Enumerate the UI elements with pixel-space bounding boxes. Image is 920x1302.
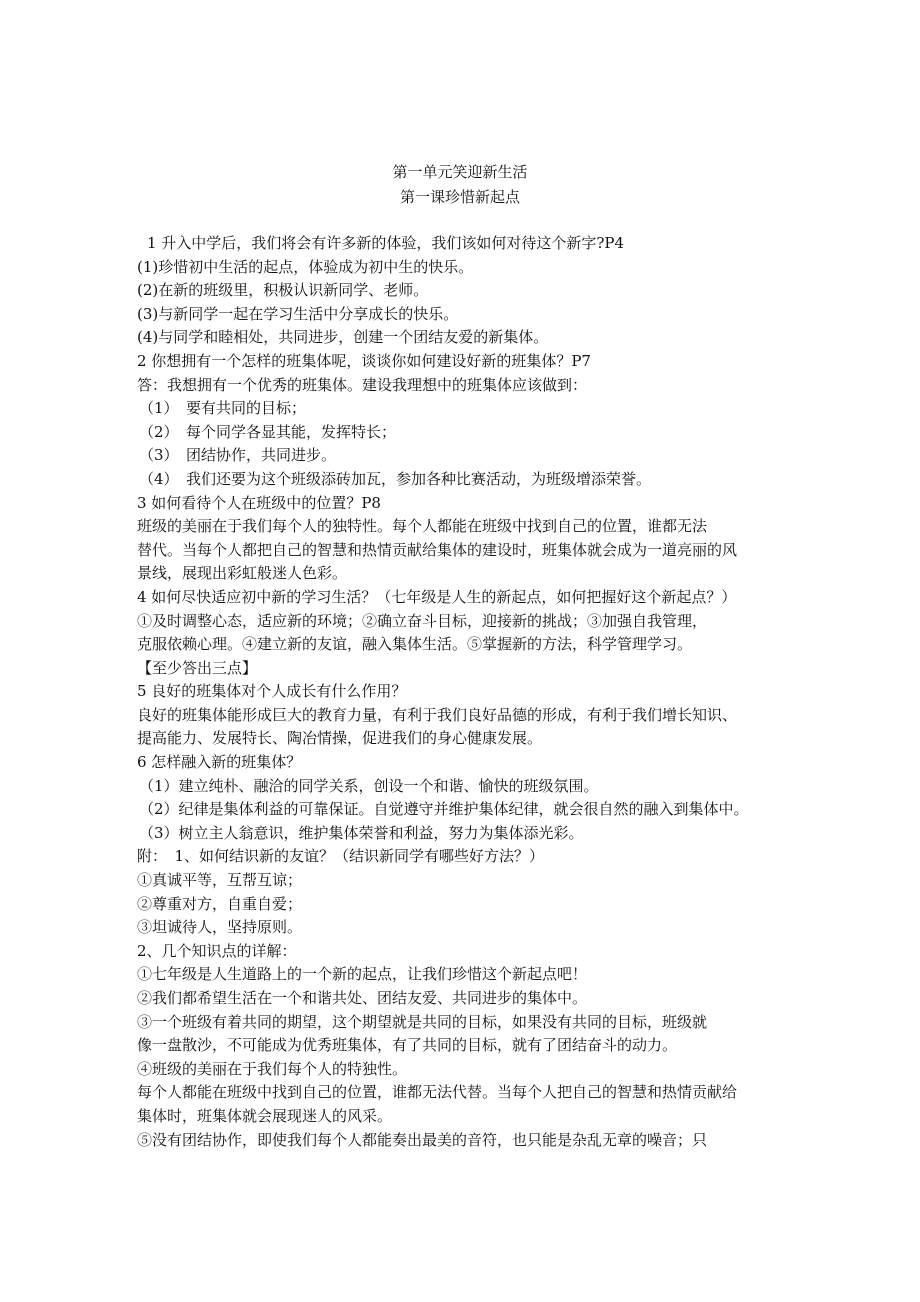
text-line: 5 良好的班集体对个人成长有什么作用？ bbox=[137, 682, 407, 701]
text-line: 每个人都能在班级中找到自己的位置，谁都无法代替。当每个人把自己的智慧和热情贡献给 bbox=[137, 1083, 738, 1102]
text-line: ①七年级是人生道路上的一个新的起点，让我们珍惜这个新起点吧！ bbox=[137, 965, 588, 984]
text-line: 1 升入中学后，我们将会有许多新的体验，我们该如何对待这个新字?P4 bbox=[147, 234, 624, 252]
text-line: （4） 我们还要为这个班级添砖加瓦，参加各种比赛活动，为班级增添荣誉。 bbox=[139, 469, 652, 488]
text-line: ②尊重对方，自重自爱； bbox=[137, 894, 303, 913]
text-line: 景线，展现出彩虹般迷人色彩。 bbox=[137, 564, 348, 583]
text-line: 集体时，班集体就会展现迷人的风采。 bbox=[137, 1106, 393, 1125]
text-line: 像一盘散沙，不可能成为优秀班集体，有了共同的目标，就有了团结奋斗的动力。 bbox=[137, 1036, 678, 1055]
text-line: 2、几个知识点的详解： bbox=[137, 941, 297, 960]
text-line: ④班级的美丽在于我们每个人的特独性。 bbox=[137, 1059, 408, 1078]
text-line: ②我们都希望生活在一个和谐共处、团结友爱、共同进步的集体中。 bbox=[137, 989, 588, 1007]
text-line: 良好的班集体能形成巨大的教育力量，有利于我们良好品德的形成，有利于我们增长知识、 bbox=[137, 705, 738, 724]
text-line: 3 如何看待个人在班级中的位置？P8 bbox=[137, 493, 381, 512]
text-line: ③坦诚待人，坚持原则。 bbox=[137, 918, 303, 937]
unit-title: 第一单元笑迎新生活 bbox=[392, 163, 528, 181]
text-line: 克服依赖心理。④建立新的友谊，融入集体生活。⑤掌握新的方法，科学管理学习。 bbox=[137, 635, 693, 654]
text-line: （1）建立纯朴、融洽的同学关系，创设一个和谐、愉快的班级氛围。 bbox=[139, 776, 599, 795]
text-line: （1） 要有共同的目标； bbox=[139, 399, 307, 418]
text-line: 6 怎样融入新的班集体？ bbox=[137, 753, 302, 772]
text-line: （3） 团结协作，共同进步。 bbox=[139, 446, 337, 465]
text-line: 替代。当每个人都把自己的智慧和热情贡献给集体的建设时，班集体就会成为一道亮丽的风 bbox=[137, 540, 738, 559]
text-line: 【至少答出三点】 bbox=[137, 658, 258, 677]
text-line: ③一个班级有着共同的期望，这个期望就是共同的目标，如果没有共同的目标，班级就 bbox=[137, 1012, 708, 1031]
text-line: 班级的美丽在于我们每个人的独特性。每个人都能在班级中找到自己的位置，谁都无法 bbox=[137, 517, 708, 536]
lesson-title: 第一课珍惜新起点 bbox=[399, 188, 520, 206]
text-line: 2 你想拥有一个怎样的班集体呢，谈谈你如何建设好新的班集体？P7 bbox=[137, 351, 591, 370]
text-line: 4 如何尽快适应初中新的学习生活？（七年级是人生的新起点，如何把握好这个新起点？） bbox=[137, 587, 737, 606]
text-line: （2）纪律是集体利益的可靠保证。自觉遵守并维护集体纪律，就会很自然的融入到集体中。 bbox=[139, 800, 749, 819]
text-line: （2） 每个同学各显其能，发挥特长； bbox=[139, 422, 397, 441]
text-line: （3）树立主人翁意识，维护集体荣誉和利益，努力为集体添光彩。 bbox=[139, 823, 584, 842]
text-line: 答：我想拥有一个优秀的班集体。建设我理想中的班集体应该做到： bbox=[137, 375, 588, 394]
text-line: ①真诚平等，互帮互谅； bbox=[137, 871, 303, 890]
text-line: (2)在新的班级里，积极认识新同学、老师。 bbox=[137, 281, 429, 300]
document-body bbox=[137, 232, 797, 1152]
text-line: 提高能力、发展特长、陶冶情操，促进我们的身心健康发展。 bbox=[137, 729, 543, 748]
text-line: (1)珍惜初中生活的起点，体验成为初中生的快乐。 bbox=[137, 257, 474, 276]
text-line: (3)与新同学一起在学习生活中分享成长的快乐。 bbox=[137, 304, 459, 323]
text-line: ①及时调整心态，适应新的环境；②确立奋斗目标，迎接新的挑战；③加强自我管理， bbox=[137, 611, 708, 630]
text-line: 附： 1、如何结识新的友谊？（结识新同学有哪些好方法？） bbox=[137, 847, 545, 866]
text-line: ⑤没有团结协作，即使我们每个人都能奏出最美的音符，也只能是杂乱无章的噪音；只 bbox=[137, 1130, 708, 1149]
text-line: (4)与同学和睦相处，共同进步，创建一个团结友爱的新集体。 bbox=[137, 328, 549, 347]
